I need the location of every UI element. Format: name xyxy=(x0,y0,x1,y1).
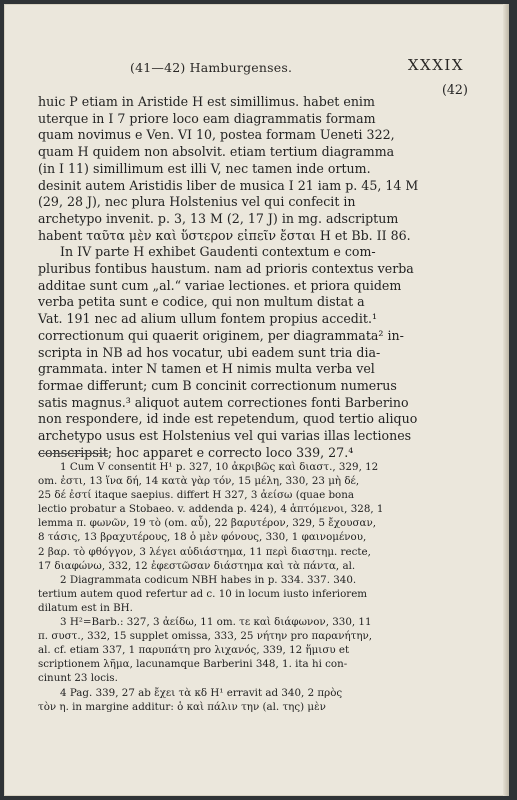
footnote-line: π. συστ., 332, 15 supplet omissa, 333, 25 νήτην pro παρανήτην, xyxy=(38,630,373,643)
footnote-line: tertium autem quod refertur ad c. 10 in locum iusto inferiorem xyxy=(38,587,368,600)
text-line: scripta in NB ad hos vocatur, ubi eadem sunt tria dia- xyxy=(38,344,381,360)
text-line: Vat. 191 nec ad alium ullum fontem propius accedit.¹ xyxy=(38,311,378,327)
book-page xyxy=(4,4,509,796)
text-line: pluribus fontibus haustum. nam ad prioris contextus verba xyxy=(38,261,414,277)
page-edge xyxy=(503,4,509,796)
text-line: non respondere, id inde est repetendum, quod tertio aliquo xyxy=(38,411,418,427)
text-line: (in I 11) simillimum est illi V, nec tamen inde ortum. xyxy=(38,160,371,176)
footnotes xyxy=(38,460,470,714)
page-number: XXXIX xyxy=(407,56,464,74)
margin-page-reference: (42) xyxy=(442,82,468,97)
footnote-line: 3 H²=Barb.: 327, 3 ἀείδω, 11 om. τε καὶ διάφωνον, 330, 11 xyxy=(60,616,372,629)
text-line: correctionum qui quaerit originem, per diagrammata² in- xyxy=(38,327,404,343)
footnote-line: τὸν η. in margine additur: ὁ καὶ πάλιν την (al. της) μὲν xyxy=(38,700,326,713)
footnote-line: dilatum est in BH. xyxy=(38,601,133,614)
footnote-line: 4 Pag. 339, 27 ab ἔχει τὰ κδ H¹ erravit ad 340, 2 πρὸς xyxy=(60,686,343,699)
text-line: additae sunt cum „al.“ variae lectiones. et priora quidem xyxy=(38,277,402,293)
footnote-line: scriptionem λῆμα, lacunamque Barberini 348, 1. ita hi con- xyxy=(38,658,348,671)
footnote-line: 17 διαφώνω, 332, 12 ἐφεστῶσαν διάστημα καὶ τὰ πάντα, al. xyxy=(38,559,356,572)
footnote-line: al. cf. etiam 337, 1 παρυπάτη pro λιχανός, 339, 12 ἥμισυ et xyxy=(38,644,350,657)
running-head: (41—42) Hamburgenses. xyxy=(130,60,293,75)
main-text xyxy=(38,94,458,461)
text-line: conscripsit; hoc apparet e correcto loco 339, 27.⁴ xyxy=(38,444,354,460)
footnote-line: lemma π. φωνῶν, 19 τὸ (om. αὖ), 22 βαρυτέρον, 329, 5 ἔχουσαν, xyxy=(38,517,377,530)
text-line: grammata. inter N tamen et H nimis multa verba vel xyxy=(38,361,375,377)
text-line: quam novimus e Ven. VI 10, postea formam Ueneti 322, xyxy=(38,127,395,143)
footnote-line: 2 βαρ. τὸ φθόγγον, 3 λέγει αὐδιάστημα, 11 περὶ διαστημ. recte, xyxy=(38,545,371,558)
text-line: satis magnus.³ aliquot autem correctiones fonti Barberino xyxy=(38,394,409,410)
footnote-divider xyxy=(38,453,108,454)
text-line: huic P etiam in Aristide H est simillimus. habet enim xyxy=(38,94,375,109)
text-line: desinit autem Aristidis liber de musica I 21 iam p. 45, 14 M xyxy=(38,177,419,193)
text-line: habent ταῦτα μὲν καὶ ὕστερον εἰπεῖν ἔσται H et Bb. II 86. xyxy=(38,227,411,243)
text-line: verba petita sunt e codice, qui non multum distat a xyxy=(38,294,365,310)
text-line: archetypo invenit. p. 3, 13 M (2, 17 J) in mg. adscriptum xyxy=(38,210,399,226)
footnote-line: 2 Diagrammata codicum NBH habes in p. 334. 337. 340. xyxy=(60,573,357,586)
footnote-line: 8 τάσις, 13 βραχυτέρους, 18 ὁ μὲν φόνους, 330, 1 φαινομένου, xyxy=(38,531,367,544)
footnote-line: 1 Cum V consentit H¹ p. 327, 10 ἀκριβῶς καὶ διαστ., 329, 12 xyxy=(60,461,379,473)
text-line: (29, 28 J), nec plura Holstenius vel qui confecit in xyxy=(38,194,356,210)
footnote-line: lectio probatur a Stobaeo. v. addenda p. 424), 4 ἁπτόμενοι, 328, 1 xyxy=(38,503,384,516)
text-line: archetypo usus est Holstenius vel qui varias illas lectiones xyxy=(38,428,412,444)
text-line: In IV parte H exhibet Gaudenti contextum e com- xyxy=(60,244,376,260)
text-line: uterque in I 7 priore loco eam diagrammatis formam xyxy=(38,110,376,126)
footnote-line: cinunt 23 locis. xyxy=(38,672,118,685)
text-line: quam H quidem non absolvit. etiam tertium diagramma xyxy=(38,144,395,160)
footnote-line: om. ἐστι, 13 ἵνα δή, 14 κατὰ γὰρ τόν, 15 μέλη, 330, 23 μὴ δέ, xyxy=(38,475,360,488)
text-line: formae differunt; cum B concinit correctionum numerus xyxy=(38,377,397,393)
footnote-line: 25 δέ ἐστί itaque saepius. differt H 327, 3 ἀείσω (quae bona xyxy=(38,489,355,502)
